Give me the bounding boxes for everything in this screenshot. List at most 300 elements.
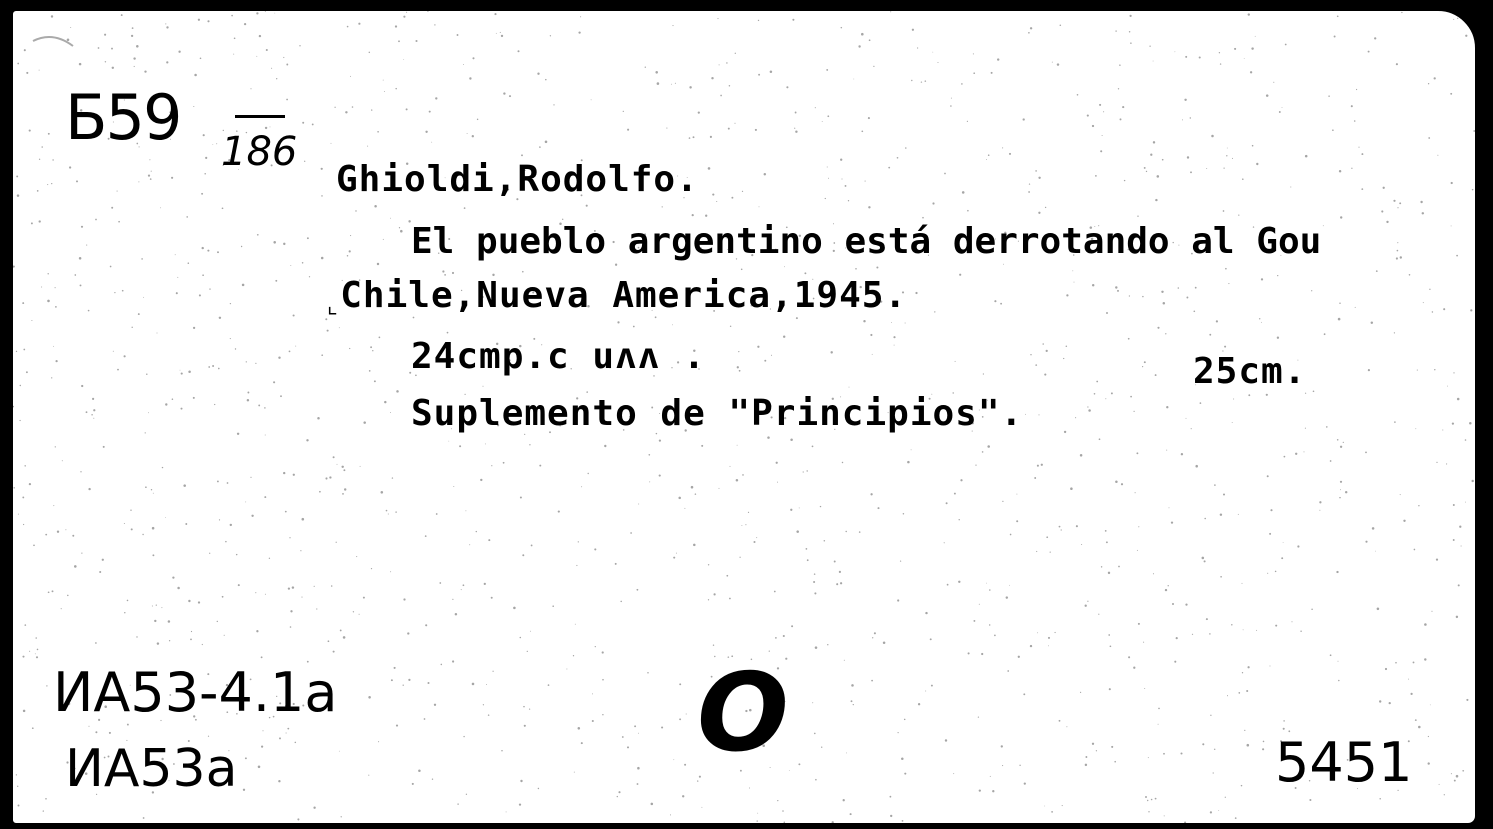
speckle-dot [1180,752,1182,754]
speckle-dot [256,56,257,57]
speckle-dot [1326,426,1328,428]
speckle-dot [17,63,19,65]
speckle-dot [434,704,436,706]
speckle-dot [871,680,873,682]
speckle-dot [1016,520,1018,522]
speckle-dot [288,587,290,589]
speckle-dot [846,752,847,753]
speckle-dot [88,488,90,490]
speckle-dot [1242,583,1243,584]
speckle-dot [246,361,247,362]
speckle-dot [657,82,660,85]
speckle-dot [807,559,809,561]
speckle-dot [19,420,20,421]
speckle-dot [26,371,28,373]
speckle-dot [371,109,372,110]
speckle-dot [24,624,26,626]
speckle-dot [461,589,462,590]
speckle-dot [842,462,843,463]
speckle-dot [684,764,686,766]
speckle-dot [1002,147,1003,148]
speckle-dot [655,71,658,74]
speckle-dot [1087,406,1088,407]
speckle-dot [872,354,873,355]
speckle-dot [241,246,242,247]
speckle-dot [138,313,140,315]
speckle-dot [1328,95,1330,97]
speckle-dot [735,53,736,54]
speckle-dot [217,621,218,622]
speckle-dot [531,544,533,546]
speckle-dot [1019,765,1020,766]
speckle-dot [258,404,260,406]
speckle-dot [250,88,251,89]
speckle-dot [911,80,912,81]
speckle-dot [1187,156,1189,158]
speckle-dot [676,553,677,554]
speckle-dot [439,582,441,584]
speckle-dot [520,637,522,639]
speckle-dot [990,776,991,777]
speckle-dot [994,635,996,637]
speckle-dot [1248,13,1250,15]
speckle-dot [205,157,207,159]
speckle-dot [278,780,280,782]
speckle-dot [1428,83,1429,84]
speckle-dot [1099,104,1101,106]
speckle-dot [1368,369,1370,371]
speckle-dot [1074,282,1075,283]
speckle-dot [1142,366,1143,367]
speckle-dot [286,99,288,101]
speckle-dot [1323,225,1324,226]
speckle-dot [1034,477,1036,479]
speckle-dot [491,597,493,599]
speckle-dot [51,377,52,378]
speckle-dot [368,775,369,776]
speckle-dot [242,284,245,287]
speckle-dot [183,484,186,487]
speckle-dot [790,509,792,511]
speckle-dot [1077,94,1079,96]
speckle-dot [245,757,247,759]
speckle-dot [1101,566,1102,567]
speckle-dot [1446,463,1447,464]
speckle-dot [1300,631,1301,632]
speckle-dot [265,435,266,436]
speckle-dot [333,651,335,653]
speckle-dot [845,531,846,532]
speckle-dot [1452,422,1454,424]
imprint-text: Chile,Nueva America,1945. [340,275,908,316]
speckle-dot [1153,141,1155,143]
speckle-dot [350,235,351,236]
speckle-dot [321,168,323,170]
speckle-dot [360,466,361,467]
speckle-dot [274,13,275,14]
speckle-dot [1007,670,1009,672]
speckle-dot [720,95,722,97]
speckle-dot [710,136,712,138]
speckle-dot [344,488,346,490]
speckle-dot [396,725,398,727]
speckle-dot [424,718,426,720]
speckle-dot [1283,720,1285,722]
speckle-dot [836,583,838,585]
speckle-dot [986,583,987,584]
speckle-dot [770,71,773,74]
speckle-dot [1122,106,1124,108]
speckle-dot [427,11,429,12]
speckle-dot [217,251,219,253]
speckle-dot [74,274,76,276]
speckle-dot [826,69,828,71]
speckle-dot [1095,175,1097,177]
speckle-dot [47,273,48,274]
speckle-dot [955,361,956,362]
speckle-dot [469,77,471,79]
speckle-dot [293,474,295,476]
speckle-dot [578,541,579,542]
speckle-dot [1144,688,1145,689]
speckle-dot [954,493,956,495]
speckle-dot [1444,794,1445,795]
speckle-dot [1061,529,1062,530]
speckle-dot [1138,526,1139,527]
speckle-dot [633,326,635,328]
speckle-dot [92,398,94,400]
speckle-dot [1403,520,1405,522]
speckle-dot [1284,456,1286,458]
speckle-dot [329,476,331,478]
speckle-dot [1133,411,1134,412]
speckle-dot [356,556,357,557]
speckle-dot [1060,24,1062,26]
speckle-dot [148,175,150,177]
speckle-dot [851,700,853,702]
speckle-dot [88,310,90,312]
speckle-dot [1259,318,1260,319]
speckle-dot [615,563,617,565]
speckle-dot [172,576,174,578]
speckle-dot [1244,58,1245,59]
speckle-dot [693,544,696,547]
speckle-dot [270,126,271,127]
speckle-dot [55,360,57,362]
speckle-dot [1334,36,1336,38]
speckle-dot [783,635,785,637]
speckle-dot [930,638,932,640]
speckle-dot [1451,225,1452,226]
speckle-dot [973,53,974,54]
speckle-dot [672,25,673,26]
speckle-dot [932,52,933,53]
speckle-dot [425,624,427,626]
speckle-dot [1241,785,1243,787]
speckle-dot [314,586,315,587]
speckle-dot [1063,358,1064,359]
speckle-dot [483,704,484,705]
speckle-dot [1145,796,1147,798]
speckle-dot [283,57,284,58]
speckle-dot [105,61,106,62]
speckle-dot [236,554,237,555]
speckle-dot [1393,200,1395,202]
speckle-dot [391,679,393,681]
speckle-dot [661,726,663,728]
speckle-dot [309,276,310,277]
speckle-dot [46,685,47,686]
speckle-dot [1305,428,1306,429]
speckle-dot [1400,494,1401,495]
speckle-dot [1381,210,1383,212]
speckle-dot [178,51,180,53]
speckle-dot [347,255,349,256]
speckle-dot [1400,256,1402,258]
speckle-dot [1439,784,1440,785]
speckle-dot [950,105,952,107]
speckle-dot [708,564,709,565]
speckle-dot [1213,772,1214,773]
speckle-dot [799,507,800,508]
speckle-dot [947,584,949,586]
speckle-dot [1428,762,1430,764]
speckle-dot [519,803,521,805]
speckle-dot [480,479,482,481]
speckle-dot [872,637,873,638]
speckle-dot [180,370,181,371]
speckle-dot [917,47,918,48]
speckle-dot [171,177,173,179]
speckle-dot [1137,550,1138,551]
speckle-dot [825,198,826,199]
speckle-dot [51,183,52,184]
speckle-dot [897,599,899,601]
speckle-dot [851,684,854,687]
speckle-dot [1002,765,1003,766]
speckle-dot [855,268,857,270]
speckle-dot [392,477,393,478]
speckle-dot [141,258,143,260]
speckle-dot [757,820,758,821]
speckle-dot [666,128,667,129]
speckle-dot [638,733,639,734]
speckle-dot [637,767,640,770]
speckle-dot [719,488,720,489]
speckle-dot [347,26,349,28]
speckle-dot [529,444,530,445]
speckle-dot [708,599,709,600]
speckle-dot [340,629,342,631]
speckle-dot [701,807,702,808]
speckle-dot [1118,566,1120,568]
speckle-dot [188,600,190,602]
speckle-dot [52,159,53,160]
speckle-dot [832,821,834,823]
speckle-dot [156,604,157,605]
speckle-dot [33,544,35,546]
speckle-dot [1437,155,1438,156]
speckle-dot [342,493,344,495]
speckle-dot [149,159,150,160]
speckle-dot [784,266,785,267]
speckle-dot [1174,51,1175,52]
speckle-dot [981,653,983,655]
speckle-dot [122,290,124,292]
speckle-dot [902,820,904,822]
speckle-dot [65,529,66,530]
speckle-dot [245,501,246,502]
speckle-dot [302,262,304,264]
speckle-dot [918,703,920,705]
code-line-1: ИА53-4.1а [53,661,338,724]
speckle-dot [302,518,305,521]
speckle-dot [588,473,589,474]
speckle-dot [1002,501,1003,502]
speckle-dot [31,320,32,321]
speckle-dot [390,218,391,219]
speckle-dot [442,270,444,272]
speckle-dot [219,317,221,319]
speckle-dot [35,653,36,654]
speckle-dot [343,469,345,471]
speckle-dot [843,799,845,801]
speckle-dot [1379,700,1381,702]
speckle-dot [898,732,899,733]
speckle-dot [602,714,603,715]
speckle-dot [79,257,82,260]
speckle-dot [244,23,246,25]
speckle-dot [17,786,18,787]
speckle-dot [1120,118,1122,120]
speckle-dot [464,207,466,209]
speckle-dot [828,178,829,179]
speckle-dot [441,664,443,666]
speckle-dot [292,586,294,588]
speckle-dot [730,466,731,467]
speckle-dot [739,370,741,372]
speckle-dot [321,195,323,197]
speckle-dot [295,742,297,744]
speckle-dot [1025,414,1026,415]
speckle-dot [1418,726,1421,729]
speckle-dot [1206,618,1208,620]
speckle-dot [86,245,87,246]
speckle-dot [1305,393,1306,394]
catalog-card [10,8,1478,826]
speckle-dot [208,736,209,737]
speckle-dot [143,297,144,298]
speckle-dot [527,651,528,652]
speckle-dot [230,524,232,526]
speckle-dot [225,541,227,543]
speckle-dot [777,800,778,801]
speckle-dot [117,191,118,192]
speckle-dot [748,512,749,513]
speckle-dot [749,787,750,788]
speckle-dot [1266,394,1268,396]
speckle-dot [188,262,190,264]
speckle-dot [386,510,388,512]
speckle-dot [815,646,818,649]
speckle-dot [383,239,384,240]
speckle-dot [230,338,231,339]
speckle-dot [911,449,912,450]
speckle-dot [290,626,292,628]
speckle-dot [74,565,77,568]
speckle-dot [379,337,381,339]
speckle-dot [1199,56,1201,58]
speckle-dot [873,66,874,67]
speckle-dot [349,250,351,252]
speckle-dot [729,598,731,600]
speckle-dot [1263,741,1265,743]
speckle-dot [719,64,720,65]
speckle-dot [1423,302,1424,303]
speckle-dot [622,736,624,738]
speckle-dot [388,513,389,514]
speckle-dot [951,98,952,99]
speckle-dot [145,486,147,488]
speckle-dot [103,446,105,448]
speckle-dot [1046,536,1048,538]
speckle-dot [398,40,400,42]
speckle-dot [520,496,522,498]
speckle-dot [341,816,342,817]
speckle-dot [349,348,350,349]
speckle-dot [1339,303,1340,304]
speckle-dot [81,553,82,554]
speckle-dot [384,91,385,92]
speckle-dot [176,292,178,294]
speckle-dot [1218,810,1219,811]
speckle-dot [1085,756,1087,758]
speckle-dot [1340,216,1342,218]
speckle-dot [1136,452,1138,454]
speckle-dot [1297,545,1299,547]
speckle-dot [1409,274,1411,276]
speckle-dot [1261,278,1263,280]
speckle-dot [638,504,639,505]
speckle-dot [1096,381,1098,383]
speckle-dot [293,314,295,316]
speckle-dot [327,330,329,332]
speckle-dot [1165,333,1166,334]
speckle-dot [152,605,153,606]
speckle-dot [1147,800,1148,801]
speckle-dot [403,685,404,686]
speckle-dot [712,194,714,196]
speckle-dot [406,108,408,110]
speckle-dot [1099,438,1101,440]
speckle-dot [352,106,354,108]
speckle-dot [649,481,650,482]
speckle-dot [602,679,604,681]
speckle-dot [1309,799,1311,801]
speckle-dot [1219,52,1220,53]
speckle-dot [408,679,410,681]
speckle-dot [43,810,44,811]
speckle-dot [591,99,592,100]
speckle-dot [81,385,83,387]
speckle-dot [1129,31,1131,33]
speckle-dot [522,271,524,273]
speckle-dot [992,790,994,792]
speckle-dot [1157,175,1160,178]
speckle-dot [1223,210,1225,212]
speckle-dot [1155,798,1157,800]
speckle-dot [1443,308,1445,310]
